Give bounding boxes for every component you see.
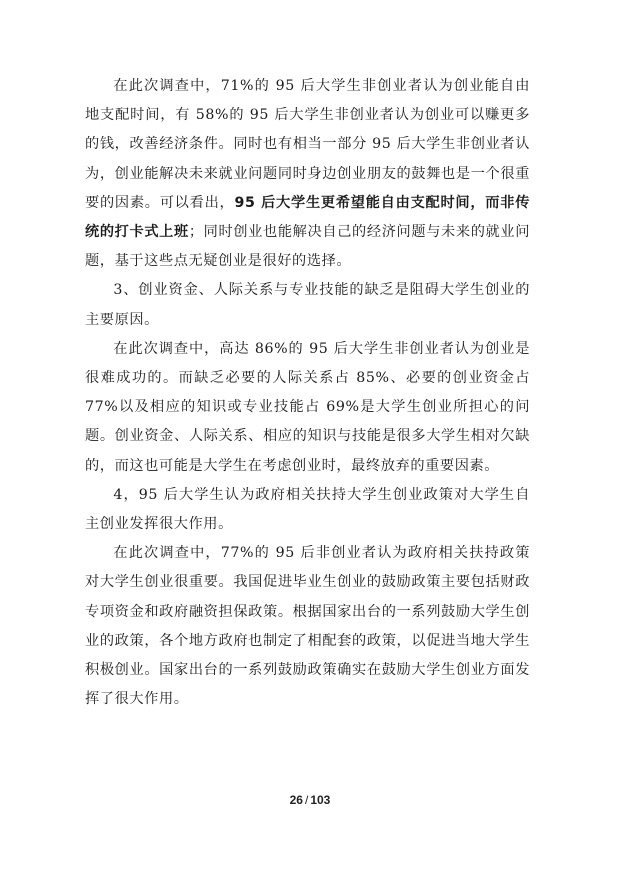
page-number bbox=[0, 793, 620, 807]
paragraph-text: ；同时创业也能解决自己的经济问题与未来的就业问题，基于这些点无疑创业是很好的选择。 bbox=[85, 224, 530, 270]
emphasized-conclusion: 95 后大学生更希望能自由支配时间，而非传统的打卡式上班 bbox=[85, 194, 530, 241]
total-page-count: 103 bbox=[310, 793, 331, 807]
page-separator: / bbox=[304, 793, 309, 807]
document-body bbox=[85, 72, 530, 714]
paragraph-survey-motivation bbox=[85, 72, 530, 276]
section-heading-4: 4，95 后大学生认为政府相关扶持大学生创业政策对大学生自主创业发挥很大作用。 bbox=[85, 486, 530, 533]
section-heading-3: 3、创业资金、人际关系与专业技能的缺乏是阻碍大学生创业的主要原因。 bbox=[85, 282, 530, 328]
paragraph-text: 在此次调查中，71%的 95 后大学生非创业者认为创业能自由地支配时间，有 58%的 95 后大学生非创业者认为创业可以赚更多的钱，改善经济条件。同时也有相当一部分 95 后大学生非创业者认为，创业能解决未来就业问题同时身边创业朋友的鼓舞也是一个很重要的因素。可以看出， bbox=[85, 78, 530, 211]
paragraph-survey-obstacles: 在此次调查中，高达 86%的 95 后大学生非创业者认为创业是很难成功的。而缺乏必要的人际关系占 85%、必要的创业资金占 77%以及相应的知识或专业技能占 69%是大学生创业所担心的问题。创业资金、人际关系、相应的知识与技能是很多大学生相对欠缺的，而这也可能是大学生在考虑创业时，最终放弃的重要因素。 bbox=[85, 340, 530, 474]
current-page-number: 26 bbox=[289, 793, 303, 807]
paragraph-survey-policy: 在此次调查中，77%的 95 后非创业者认为政府相关扶持政策对大学生创业很重要。我国促进毕业生创业的鼓励政策主要包括财政专项资金和政府融资担保政策。根据国家出台的一系列鼓励大学生创业的政策，各个地方政府也制定了相配套的政策，以促进当地大学生积极创业。国家出台的一系列鼓励政策确实在鼓励大学生创业方面发挥了很大作用。 bbox=[85, 545, 530, 708]
